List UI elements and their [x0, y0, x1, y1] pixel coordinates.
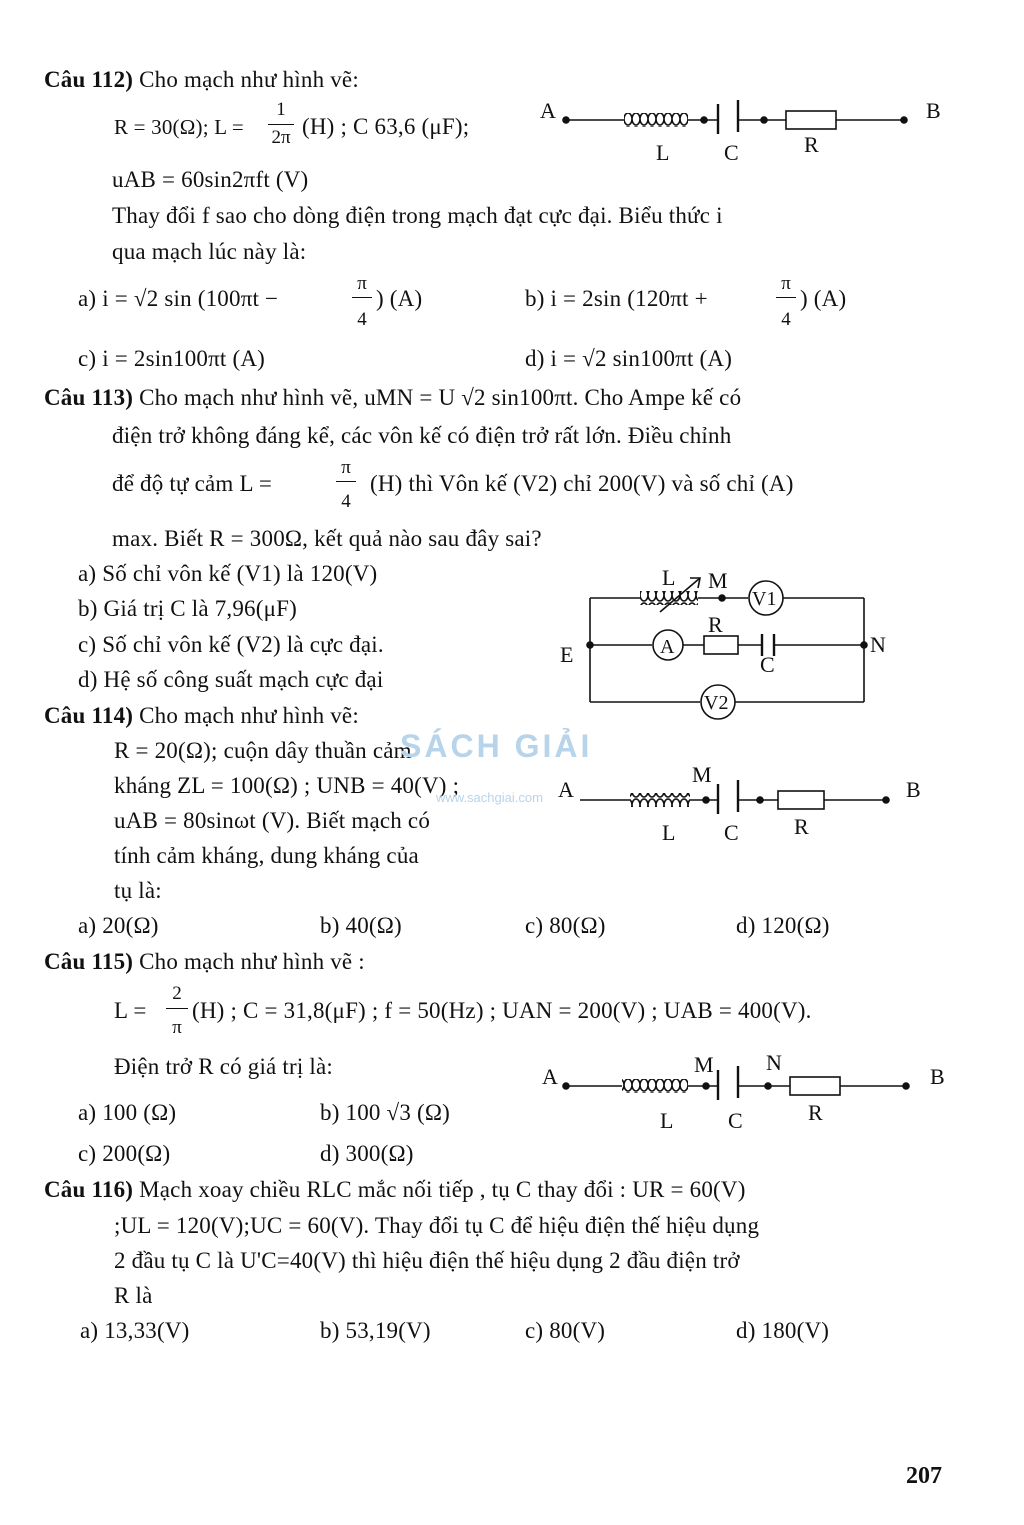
q112-frac-den: 2π	[271, 127, 291, 148]
watermark-brand: SÁCH GIẢI	[400, 728, 593, 764]
q112-option-a: a) i = √2 sin (100πt −	[78, 286, 279, 311]
q113-fig-E: E	[560, 642, 574, 667]
watermark-url: www.sachgiai.com	[436, 790, 543, 805]
q112-option-d: d) i = √2 sin100πt (A)	[525, 346, 733, 371]
q115-frac-num: 2	[172, 983, 182, 1004]
q112-frac-num: 1	[276, 99, 286, 120]
q116-l1: Mạch xoay chiều RLC mắc nối tiếp , tụ C thay đổi : UR = 60(V)	[139, 1177, 746, 1202]
q112-b-pi: π	[781, 273, 791, 294]
q112-u: uAB = 60sin2πft (V)	[112, 167, 309, 192]
q113-line4: max. Biết R = 300Ω, kết quả nào sau đây sai?	[112, 526, 542, 551]
q113-option-b: b) Giá trị C là 7,96(μF)	[78, 596, 297, 621]
q114-option-a: a) 20(Ω)	[78, 913, 159, 938]
q113-pi: π	[341, 457, 351, 478]
q113-fig-C: C	[760, 652, 775, 677]
q112-circuit-figure	[563, 100, 907, 134]
q115-node	[903, 1083, 909, 1089]
q114-node	[757, 797, 763, 803]
q116-l2: ;UL = 120(V);UC = 60(V). Thay đổi tụ C để hiệu điện thế hiệu dụng	[114, 1213, 760, 1238]
q113-fig-N: N	[870, 632, 886, 657]
q113-node-e	[587, 642, 593, 648]
q115-fig-L: L	[660, 1108, 674, 1133]
q112-text1: Thay đổi f sao cho dòng điện trong mạch đạt cực đại. Biểu thức i	[112, 203, 723, 228]
q113-fig-R: R	[708, 612, 723, 637]
q112-fig-A: A	[540, 98, 556, 123]
q115-option-a: a) 100 (Ω)	[78, 1100, 177, 1125]
q114-inductor-coil	[630, 793, 690, 807]
q112-given-b: (H) ; C 63,6 (μF);	[302, 114, 470, 139]
q114-l4: uAB = 80sinωt (V). Biết mạch có	[114, 808, 431, 833]
q112-text2: qua mạch lúc này là:	[112, 239, 307, 264]
q112-node	[563, 117, 569, 123]
q112-a-pi: π	[357, 273, 367, 294]
q114-option-c: c) 80(Ω)	[525, 913, 606, 938]
q112-label: Câu 112)	[44, 67, 134, 92]
q113-fig-M: M	[708, 568, 728, 593]
q115-option-c: c) 200(Ω)	[78, 1141, 171, 1166]
q112-inductor-coil	[624, 113, 688, 127]
q115-fig-N: N	[766, 1050, 782, 1075]
q115-frac-den: π	[172, 1017, 182, 1038]
q116-option-c: c) 80(V)	[525, 1318, 606, 1343]
q114-l6: tụ là:	[114, 878, 162, 903]
q114-node	[703, 797, 709, 803]
q112-a-four: 4	[357, 309, 367, 330]
q113-option-d: d) Hệ số công suất mạch cực đại	[78, 667, 384, 692]
q115-circuit-figure	[563, 1066, 909, 1100]
q115-fig-M: M	[694, 1052, 714, 1077]
q113-node-m	[719, 595, 725, 601]
q114-option-d: d) 120(Ω)	[736, 913, 830, 938]
q114-node	[883, 797, 889, 803]
q114-fig-B: B	[906, 777, 921, 802]
q114-fig-M: M	[692, 762, 712, 787]
q115-question: Điện trở R có giá trị là:	[114, 1054, 333, 1079]
q113-four: 4	[341, 491, 351, 512]
q115-given-a: L =	[114, 998, 147, 1023]
q112-fig-C: C	[724, 140, 739, 165]
q113-line1: Cho mạch như hình vẽ, uMN = U √2 sin100πt. Cho Ampe kế có	[139, 385, 742, 410]
q114-option-b: b) 40(Ω)	[320, 913, 402, 938]
q113-fig-V2: V2	[704, 692, 729, 714]
q115-fig-B: B	[930, 1064, 945, 1089]
q115-fig-R: R	[808, 1100, 823, 1125]
q113-option-c: c) Số chỉ vôn kế (V2) là cực đại.	[78, 632, 384, 657]
q113-line3b: (H) thì Vôn kế (V2) chỉ 200(V) và số chỉ (A)	[370, 471, 794, 496]
q116-label: Câu 116)	[44, 1177, 134, 1202]
q114-label: Câu 114)	[44, 703, 134, 728]
q112-given-a: R = 30(Ω); L =	[114, 115, 244, 139]
q112-node	[701, 117, 707, 123]
q115-node-n	[765, 1083, 771, 1089]
q112-fig-L: L	[656, 140, 670, 165]
q112-option-b-end: ) (A)	[800, 286, 847, 311]
q115-resistor	[790, 1077, 840, 1095]
q112-fig-B: B	[926, 98, 941, 123]
q113-resistor	[704, 636, 738, 654]
q114-fig-A: A	[558, 777, 574, 802]
q115-option-b: b) 100 √3 (Ω)	[320, 1100, 451, 1125]
q113-fig-A: A	[660, 636, 675, 658]
q113-fig-V1: V1	[752, 588, 777, 610]
q113-node-n	[861, 642, 867, 648]
q116-l4: R là	[114, 1283, 153, 1308]
q113-line2: điện trở không đáng kể, các vôn kế có điện trở rất lớn. Điều chỉnh	[112, 423, 732, 448]
q114-l2: R = 20(Ω); cuộn dây thuần cảm	[114, 738, 412, 763]
q113-inductor-coil	[640, 591, 698, 605]
q114-fig-L: L	[662, 820, 676, 845]
q112-resistor	[786, 111, 836, 129]
q112-node	[901, 117, 907, 123]
q112-option-a-end: ) (A)	[376, 286, 423, 311]
q114-circuit-figure	[580, 780, 889, 814]
q113-line3a: để độ tự cảm L =	[112, 471, 272, 496]
q112-node	[761, 117, 767, 123]
q115-node-m	[703, 1083, 709, 1089]
q112-fig-R: R	[804, 132, 819, 157]
q113-fig-L: L	[662, 565, 676, 590]
q112-option-b: b) i = 2sin (120πt +	[525, 286, 708, 311]
q114-l1: Cho mạch như hình vẽ:	[139, 703, 359, 728]
q116-option-d: d) 180(V)	[736, 1318, 830, 1343]
q115-label: Câu 115)	[44, 949, 134, 974]
q115-node	[563, 1083, 569, 1089]
page-number: 207	[906, 1463, 942, 1489]
q116-option-a: a) 13,33(V)	[80, 1318, 190, 1343]
q114-l3: kháng ZL = 100(Ω) ; UNB = 40(V) ;	[114, 773, 460, 798]
q114-l5: tính cảm kháng, dung kháng của	[114, 843, 419, 868]
q114-fig-R: R	[794, 814, 809, 839]
q115-fig-C: C	[728, 1108, 743, 1133]
q115-given-b: (H) ; C = 31,8(μF) ; f = 50(Hz) ; UAN = 200(V) ; UAB = 400(V).	[192, 998, 812, 1023]
q112-option-c: c) i = 2sin100πt (A)	[78, 346, 266, 371]
q115-inductor-coil	[622, 1079, 688, 1093]
q115-fig-A: A	[542, 1064, 558, 1089]
q113-label: Câu 113)	[44, 385, 134, 410]
q114-resistor	[778, 791, 824, 809]
q114-fig-C: C	[724, 820, 739, 845]
q112-b-four: 4	[781, 309, 791, 330]
q112-intro: Cho mạch như hình vẽ:	[139, 67, 359, 92]
q116-option-b: b) 53,19(V)	[320, 1318, 431, 1343]
q113-option-a: a) Số chỉ vôn kế (V1) là 120(V)	[78, 561, 378, 586]
q116-l3: 2 đầu tụ C là U'C=40(V) thì hiệu điện thế hiệu dụng 2 đầu điện trở	[114, 1248, 740, 1273]
q115-intro: Cho mạch như hình vẽ :	[139, 949, 365, 974]
q115-option-d: d) 300(Ω)	[320, 1141, 414, 1166]
